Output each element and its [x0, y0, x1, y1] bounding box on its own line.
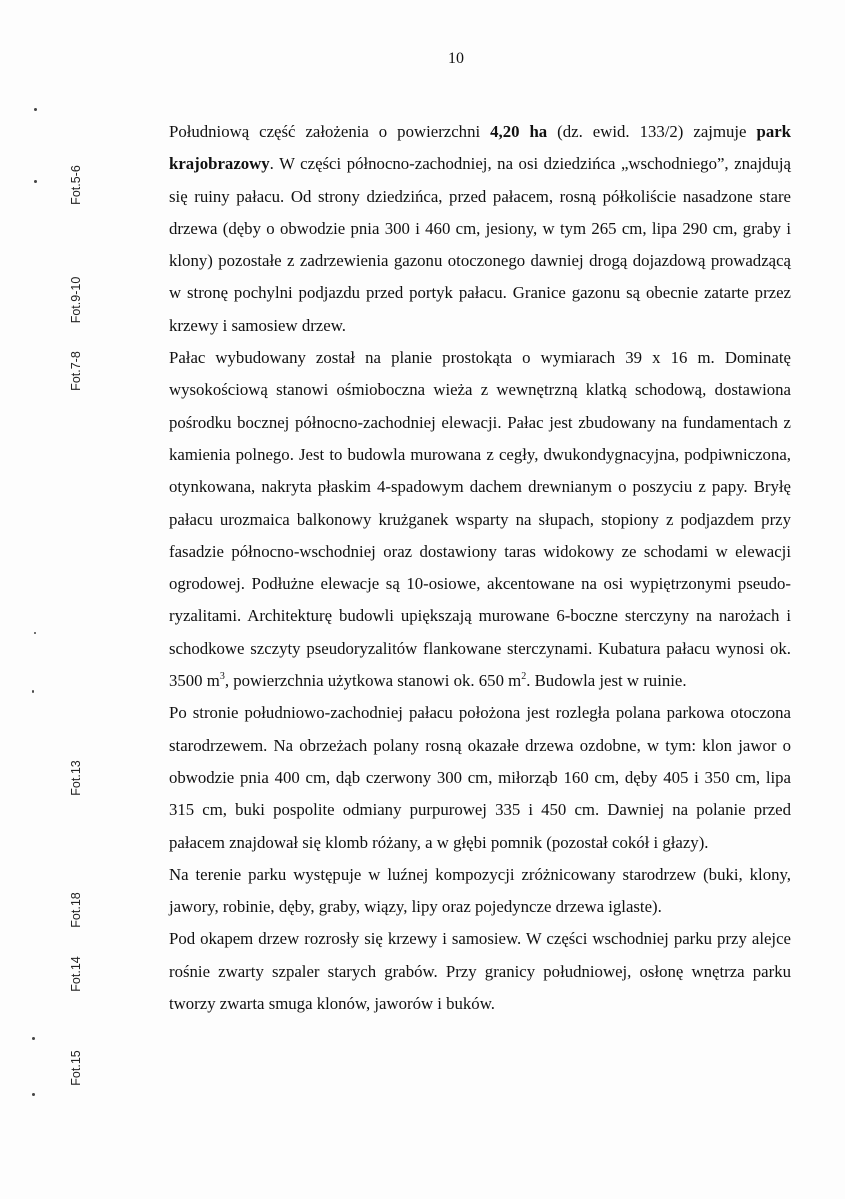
scan-speck [32, 690, 34, 693]
body-paragraph [169, 697, 791, 858]
scan-speck [34, 108, 37, 111]
photo-reference-label: Fot.5-6 [69, 165, 83, 205]
superscript: 2 [521, 671, 527, 683]
scan-speck [32, 1037, 35, 1040]
superscript: 3 [219, 671, 225, 683]
scan-speck [34, 632, 36, 634]
photo-reference-label: Fot.15 [69, 1050, 83, 1086]
photo-reference-label: Fot.18 [69, 892, 83, 928]
page-number: 10 [448, 50, 464, 67]
photo-reference-label: Fot.9-10 [69, 276, 83, 324]
text-run: . Budowla jest w ruinie. [526, 671, 687, 691]
photo-reference-label: Fot.13 [69, 760, 83, 796]
body-text [169, 116, 791, 1020]
scan-speck [34, 180, 37, 183]
body-paragraph [169, 923, 791, 1020]
body-paragraph [169, 342, 791, 697]
text-run: Po stronie południowo-zachodniej pałacu położona jest rozległa polana parkowa otoczona starodrzewem. Na obrzeżach polany rosną okazałe drzewa ozdobne, w tym: klon jawor o obwodzie pnia 400 cm, dąb czerwony 300 cm, miłorząb 160 cm, dęby 405 i 350 cm, lipa 315 cm, buki pospolite odmiany purpurowej 335 i 450 cm. Dawniej na polanie przed pałacem znajdował się klomb różany, a w głębi pomnik (pozostał cokół i głazy). [169, 703, 791, 852]
text-run: , powierzchnia użytkowa stanowi ok. 650 m [224, 671, 522, 691]
body-paragraph [169, 859, 791, 924]
text-run: Na terenie parku występuje w luźnej kompozycji zróżnicowany starodrzew (buki, klony, jawory, robinie, dęby, graby, wiązy, lipy oraz pojedyncze drzewa iglaste). [169, 864, 791, 917]
text-run: Południową część założenia o powierzchni [169, 122, 491, 141]
text-run: Pod okapem drzew rozrosły się krzewy i samosiew. W części wschodniej parku przy alejce rośnie zwarty szpaler starych grabów. Przy granicy południowej, osłonę wnętrza parku tworzy zwarta smuga klonów, jaworów i buków. [169, 929, 791, 1014]
bold-term: 4,20 ha [490, 122, 548, 141]
bold-term: park krajobrazowy [169, 122, 791, 174]
body-paragraph [169, 116, 791, 342]
scan-speck [32, 1093, 35, 1096]
photo-reference-label: Fot.14 [69, 956, 83, 992]
text-run: (dz. ewid. 133/2) zajmuje [547, 122, 757, 141]
text-run: Pałac wybudowany został na planie prostokąta o wymiarach 39 x 16 m. Dominatę wysokościową stanowi ośmioboczna wieża z wewnętrzną klatką schodową, dostawiona pośrodku bocznej północno-zachodniej elewacji. Pałac jest zbudowany na fundamentach z kamienia polnego. Jest to budowla murowana z cegły, dwukondygnacyjna, podpiwniczona, otynkowana, nakryta płaskim 4-spadowym dachem drewnianym o poszyciu z papy. Bryłę pałacu urozmaica balkonowy krużganek wsparty na słupach, stopiony z podjazdem przy fasadzie północno-wschodniej oraz dostawiony taras widokowy ze schodami w elewacji ogrodowej. Podłużne elewacje są 10-osiowe, akcentowane na osi wypiętrzonymi pseudo-ryzalitami. Architekturę budowli upiększają murowane 6-boczne sterczyny na narożach i schodkowe szczyty pseudoryzalitów flankowane sterczynami. Kubatura pałacu wynosi ok. 3500 m [169, 348, 791, 691]
photo-reference-label: Fot.7-8 [69, 351, 83, 391]
text-run: . W części północno-zachodniej, na osi dziedzińca „wschodniego”, znajdują się ruiny pałacu. Od strony dziedzińca, przed pałacem, rosną półkoliście nasadzone stare drzewa (dęby o obwodzie pnia 300 i 460 cm, jesiony, w tym 265 cm, lipa 290 cm, graby i klony) pozostałe z zadrzewienia gazonu otoczonego dawniej drogą dojazdową prowadzącą w stronę pochylni podjazdu przed portyk pałacu. Granice gazonu są obecnie zatarte przez krzewy i samosiew drzew. [169, 154, 791, 335]
